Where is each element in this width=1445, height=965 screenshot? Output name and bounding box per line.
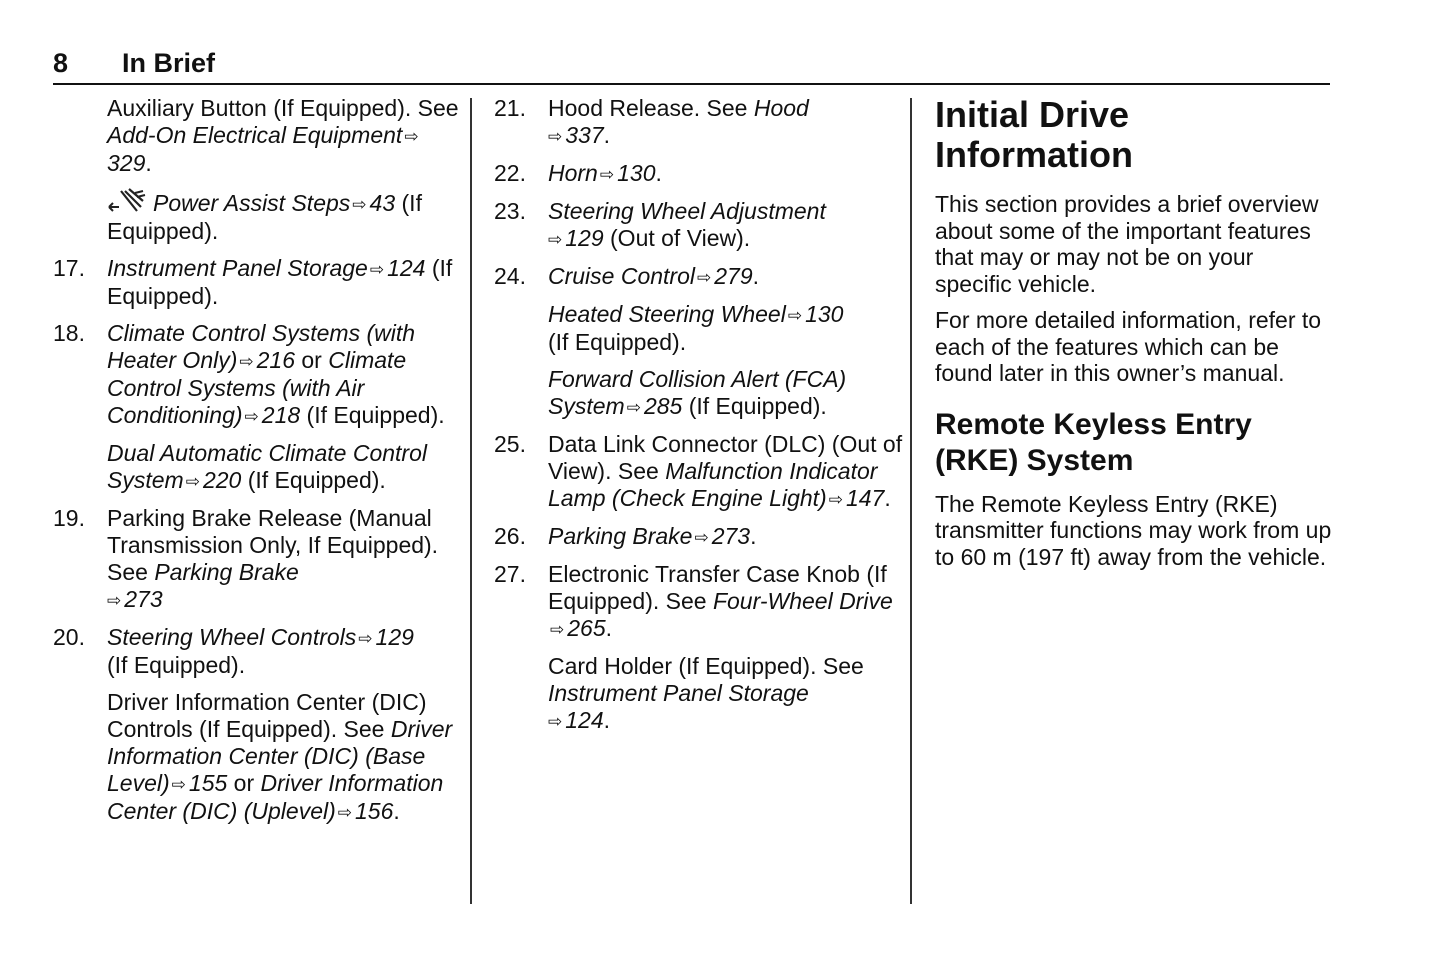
cross-reference-link[interactable]: Horn (548, 160, 598, 186)
cross-reference-link[interactable]: Parking Brake (548, 523, 693, 549)
paragraph: This section provides a brief overview about some of the important features that may or may not be on your specific vehicle. (935, 191, 1319, 297)
page-ref-arrow-icon: ⇨ (358, 629, 373, 648)
cross-reference-link[interactable]: Instrument Panel Storage (548, 680, 809, 706)
heading-rke-system: Remote Keyless Entry (RKE) System (935, 407, 1252, 477)
cross-reference-link[interactable]: Power Assist Steps (153, 190, 351, 216)
list-item: Power Assist Steps ⇨ 43 (If Equipped). (53, 187, 463, 245)
paragraph: The Remote Keyless Entry (RKE) transmitter functions may work from up to 60 m (197 ft) away from the vehicle. (935, 490, 1332, 570)
page-number: 8 (53, 48, 69, 78)
item-number: 18. (53, 320, 85, 346)
item-number: 22. (494, 160, 526, 186)
list-item: Driver Information Center (DIC) Controls (If Equipped). See Driver Information Center (DIC) (Base Level) ⇨ 155 or Driver Information Center (DIC) (Uplevel) ⇨ 156. (107, 689, 453, 824)
column-1 (53, 95, 463, 836)
list-item: 18. Climate Control Systems (with Heater Only) ⇨ 216 or Climate Control Systems (with Air Conditioning) ⇨ 218 (If Equipped). (53, 320, 445, 428)
page-ref-arrow-icon: ⇨ (404, 127, 419, 146)
list-item: 17. Instrument Panel Storage ⇨ 124 (If Equipped). (53, 255, 453, 309)
cross-reference-link[interactable]: Dual Automatic Climate Control System (107, 440, 427, 493)
page-ref-arrow-icon: ⇨ (599, 165, 615, 184)
cross-reference-link[interactable]: Parking Brake (154, 559, 299, 585)
power-assist-steps-icon (107, 187, 147, 215)
cross-reference-link[interactable]: Four-Wheel Drive (712, 588, 893, 614)
column-2 (494, 95, 904, 745)
list-item: 26. Parking Brake ⇨ 273. (494, 523, 757, 549)
item-number: 20. (53, 624, 85, 650)
page-ref-arrow-icon: ⇨ (352, 195, 367, 214)
list-item: Auxiliary Button (If Equipped). See Add-On Electrical Equipment ⇨329. (107, 95, 459, 176)
cross-reference-link[interactable]: Driver Information Center (DIC) (Base Level) (107, 716, 453, 796)
list-item: Heated Steering Wheel ⇨ 130 (If Equipped). (548, 301, 844, 355)
page-header (53, 46, 1330, 85)
cross-reference-link[interactable]: Cruise Control (548, 263, 695, 289)
page-ref-arrow-icon: ⇨ (697, 268, 712, 287)
page-ref-arrow-icon: ⇨ (244, 407, 259, 426)
item-number: 25. (494, 431, 526, 457)
cross-reference-link[interactable]: Hood (753, 95, 809, 121)
list-item: Dual Automatic Climate Control System ⇨ 220 (If Equipped). (107, 440, 427, 493)
cross-reference-link[interactable]: Instrument Panel Storage (107, 255, 368, 281)
item-number: 23. (494, 198, 526, 224)
column-3 (935, 95, 1335, 580)
running-title: In Brief (122, 48, 216, 78)
item-number: 21. (494, 95, 526, 121)
item-number: 19. (53, 505, 85, 531)
paragraph: For more detailed information, refer to each of the features which can be found later in this owner’s manual. (935, 307, 1322, 386)
page-ref-arrow-icon: ⇨ (239, 352, 254, 371)
heading-initial-drive-information: Initial Drive Information (935, 94, 1133, 175)
cross-reference-link[interactable]: Climate Control Systems (with Heater Only) (107, 320, 416, 373)
page-ref-arrow-icon: ⇨ (369, 260, 385, 279)
list-item: Forward Collision Alert (FCA) System ⇨ 285 (If Equipped). (548, 366, 847, 419)
cross-reference-link[interactable]: Climate Control Systems (with Air Conditioning) (107, 347, 407, 428)
list-item: Card Holder (If Equipped). See Instrument Panel Storage ⇨ 124. (548, 653, 864, 733)
column-divider-2 (910, 98, 912, 904)
page-ref-arrow-icon: ⇨ (548, 712, 563, 731)
list-item: 23. Steering Wheel Adjustment ⇨ 129 (Out of View). (494, 198, 826, 251)
item-number: 17. (53, 255, 85, 281)
cross-reference-link[interactable]: Steering Wheel Controls (107, 624, 357, 650)
list-item: 19. Parking Brake Release (Manual Transmission Only, If Equipped). See Parking Brake ⇨ 273 (53, 505, 439, 612)
page-ref-arrow-icon: ⇨ (694, 528, 709, 547)
list-item: 21. Hood Release. See Hood ⇨ 337. (494, 95, 809, 148)
item-number: 26. (494, 523, 526, 549)
column-divider-1 (470, 98, 472, 904)
cross-reference-link[interactable]: Driver Information Center (DIC) (Uplevel) (107, 770, 444, 824)
cross-reference-link[interactable]: Heated Steering Wheel (548, 301, 786, 327)
page-ref-arrow-icon: ⇨ (548, 230, 563, 249)
page-ref-arrow-icon: ⇨ (626, 398, 641, 417)
page-ref-arrow-icon: ⇨ (107, 591, 122, 610)
cross-reference-link[interactable]: Steering Wheel Adjustment (548, 198, 826, 224)
page-ref-arrow-icon: ⇨ (171, 775, 186, 794)
list-item: 25. Data Link Connector (DLC) (Out of View). See Malfunction Indicator Lamp (Check Engine Light) ⇨ 147. (494, 431, 903, 511)
list-item: 24. Cruise Control ⇨ 279. (494, 263, 760, 289)
page-ref-arrow-icon: ⇨ (828, 490, 843, 509)
page-ref-arrow-icon: ⇨ (548, 127, 563, 146)
list-item: 27. Electronic Transfer Case Knob (If Equipped). See Four-Wheel Drive⇨ 265. (494, 561, 893, 641)
cross-reference-link[interactable]: Add-On Electrical Equipment (107, 122, 403, 148)
item-number: 24. (494, 263, 526, 289)
cross-reference-link[interactable]: Malfunction Indicator Lamp (Check Engine Light) (548, 458, 878, 511)
page-ref-arrow-icon: ⇨ (787, 306, 803, 325)
item-number: 27. (494, 561, 526, 587)
list-item: 22. Horn ⇨ 130. (494, 160, 662, 186)
list-item: 20. Steering Wheel Controls ⇨ 129 (If Equipped). (53, 624, 414, 678)
page-ref-arrow-icon: ⇨ (185, 472, 200, 491)
cross-reference-link[interactable]: Forward Collision Alert (FCA) System (548, 366, 847, 419)
page-ref-arrow-icon: ⇨ (337, 803, 353, 822)
page-ref-arrow-icon: ⇨ (550, 620, 565, 639)
